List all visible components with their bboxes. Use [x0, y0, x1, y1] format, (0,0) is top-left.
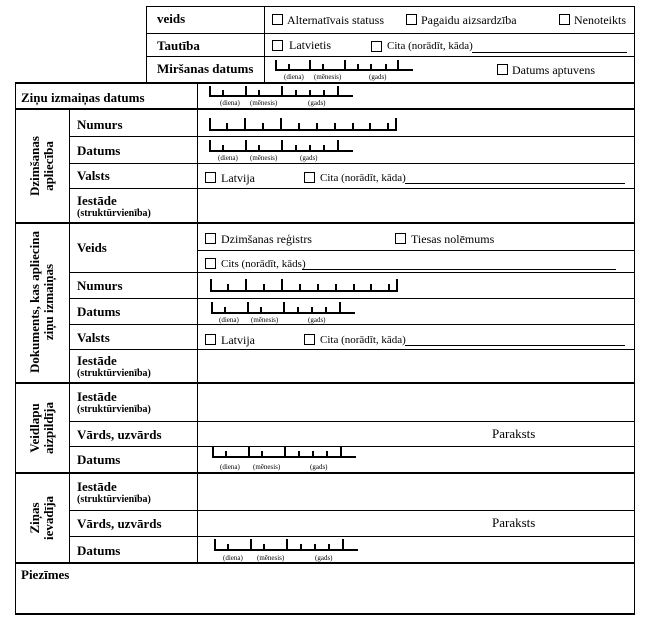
main-top-border: [15, 82, 635, 84]
option-dzimsanas-registrs: Dzimšanas reģistrs: [221, 232, 312, 246]
dz-numurs-label: Numurs: [77, 117, 123, 132]
comb-tick: [258, 145, 260, 152]
comb-tick: [353, 284, 355, 292]
checkbox-dok-latvija[interactable]: [205, 334, 216, 345]
main-left-border: [15, 83, 16, 615]
comb-tick: [311, 307, 313, 314]
comb-tick: [284, 446, 286, 458]
checkbox-dz-latvija[interactable]: [205, 172, 216, 183]
comb-tick: [212, 446, 214, 458]
comb-tick: [309, 60, 311, 71]
checkbox-pagaidu[interactable]: [406, 14, 417, 25]
dok-datums-label: Datums: [77, 304, 121, 319]
comb-tick: [297, 307, 299, 314]
comb-tick: [225, 451, 227, 458]
comb-tick: [288, 64, 290, 71]
piezimes-label: Piezīmes: [21, 567, 70, 582]
dok-date-comb[interactable]: [211, 302, 355, 314]
option-dz-latvija: Latvija: [221, 171, 255, 185]
option-tiesas-nolemums: Tiesas nolēmums: [411, 232, 495, 246]
comb-tick: [397, 60, 399, 71]
dok-numurs-comb[interactable]: [210, 279, 398, 292]
option-nenoteikts: Nenoteikts: [574, 13, 626, 27]
checkbox-dzimsanas-registrs[interactable]: [205, 233, 216, 244]
dz-numurs-comb[interactable]: [209, 118, 397, 131]
comb-tick: [286, 539, 288, 551]
comb-tick: [316, 123, 318, 131]
date-label-menesis: (mēnesis): [253, 463, 281, 471]
section-veidlapu-label-1: Veidlapu: [27, 403, 42, 453]
comb-tick: [352, 123, 354, 131]
comb-tick: [342, 539, 344, 551]
comb-tick: [281, 279, 283, 292]
comb-tick: [334, 123, 336, 131]
comb-tick: [209, 86, 211, 97]
date-label-diena: (diena): [219, 316, 239, 324]
comb-tick: [314, 544, 316, 551]
dz-iestade-label: Iestāde: [77, 193, 117, 208]
section-line-4: [15, 472, 635, 474]
option-dok-latvija: Latvija: [221, 333, 255, 347]
date-label-gads: (gads): [308, 99, 326, 107]
value-col-divider: [197, 83, 198, 563]
option-dok-cita: Cita (norādīt, kāda): [320, 334, 406, 346]
comb-tick: [337, 140, 339, 152]
row-line: [69, 163, 635, 164]
zi-paraksts-label: Paraksts: [492, 515, 536, 530]
comb-tick: [262, 123, 264, 131]
dok-valsts-label: Valsts: [77, 330, 110, 345]
bottom-border: [15, 613, 635, 615]
zi-vards-label: Vārds, uzvārds: [77, 516, 162, 531]
mirsanas-date-comb[interactable]: [275, 60, 413, 71]
dok-iestade-label: Iestāde: [77, 353, 117, 368]
comb-tick: [263, 544, 265, 551]
zinu-izmainas-label: Ziņu izmaiņas datums: [21, 90, 145, 105]
comb-tick: [295, 90, 297, 97]
comb-tick: [325, 307, 327, 314]
zi-struktur-label: (struktūrvienība): [77, 494, 151, 505]
veids-label: veids: [157, 11, 186, 26]
section-line-5: [15, 562, 635, 564]
comb-tick: [335, 284, 337, 292]
comb-tick: [370, 284, 372, 292]
zi-datums-label: Datums: [77, 543, 121, 558]
comb-tick: [222, 145, 224, 152]
date-label-menesis: (mēnesis): [251, 316, 279, 324]
comb-tick: [275, 60, 277, 71]
zinu-izmainas-date-comb[interactable]: [209, 86, 353, 97]
option-pagaidu: Pagaidu aizsardzība: [421, 13, 517, 27]
comb-tick: [250, 539, 252, 551]
comb-tick: [222, 90, 224, 97]
top-left-border: [146, 6, 147, 83]
comb-tick: [224, 307, 226, 314]
row-line: [69, 136, 635, 137]
top-row-line-1: [146, 33, 635, 34]
section-veidlapu-label-2: aizpildīja: [41, 401, 56, 455]
date-label-menesis: (mēnesis): [314, 73, 342, 81]
piezimes-area[interactable]: [17, 585, 632, 611]
row-line: [69, 324, 635, 325]
date-label-menesis: (mēnesis): [250, 99, 278, 107]
section-line-3: [15, 382, 635, 384]
dz-datums-label: Datums: [77, 143, 121, 158]
comb-tick: [226, 123, 228, 131]
checkbox-tautiba-cita[interactable]: [371, 41, 382, 52]
comb-tick: [300, 544, 302, 551]
comb-tick: [261, 451, 263, 458]
comb-tick: [339, 302, 341, 314]
dok-numurs-label: Numurs: [77, 278, 123, 293]
section-line-1: [15, 108, 635, 110]
top-border: [146, 6, 635, 7]
cits-field[interactable]: [302, 269, 616, 270]
row-line: [69, 272, 635, 273]
comb-tick: [244, 118, 246, 131]
option-dz-cita: Cita (norādīt, kāda): [320, 172, 406, 184]
comb-tick: [227, 544, 229, 551]
section-dokuments-label-2: ziņu izmaiņas: [41, 263, 56, 341]
row-line: [69, 188, 635, 189]
dz-valsts-label: Valsts: [77, 168, 110, 183]
row-line: [69, 298, 635, 299]
comb-tick: [210, 279, 212, 292]
option-cits: Cits (norādīt, kāds): [221, 258, 306, 270]
comb-tick: [328, 544, 330, 551]
datums-aptuvens-label: Datums aptuvens: [512, 63, 595, 77]
section-zinas-label-2: ievadīja: [41, 495, 56, 541]
checkbox-latvietis[interactable]: [272, 40, 283, 51]
comb-tick: [263, 284, 265, 292]
comb-tick: [323, 90, 325, 97]
section-line-2: [15, 222, 635, 224]
date-label-menesis: (mēnesis): [257, 554, 285, 562]
comb-tick: [309, 145, 311, 152]
comb-tick: [298, 451, 300, 458]
zi-date-comb[interactable]: [214, 539, 358, 551]
dz-cita-field[interactable]: [405, 183, 625, 184]
row-line: [69, 536, 635, 537]
checkbox-dok-cita[interactable]: [304, 334, 315, 345]
option-latvietis: Latvietis: [289, 38, 331, 52]
comb-tick: [245, 279, 247, 292]
comb-tick: [369, 123, 371, 131]
comb-tick: [283, 302, 285, 314]
veids-inner-divider: [197, 250, 635, 251]
comb-tick: [260, 307, 262, 314]
comb-tick: [323, 145, 325, 152]
date-label-gads: (gads): [369, 73, 387, 81]
comb-tick: [370, 64, 372, 71]
tautiba-cita-field[interactable]: [472, 52, 627, 53]
section-zinas-label-1: Ziņas: [27, 502, 42, 534]
comb-tick: [326, 451, 328, 458]
top-right-border: [634, 6, 635, 615]
comb-tick: [322, 64, 324, 71]
comb-tick: [295, 145, 297, 152]
comb-tick: [385, 64, 387, 71]
vd-date-comb[interactable]: [212, 446, 356, 458]
dz-date-comb[interactable]: [209, 140, 353, 152]
comb-tick: [299, 284, 301, 292]
date-label-gads: (gads): [308, 316, 326, 324]
date-label-diena: (diena): [218, 154, 238, 162]
comb-tick: [280, 118, 282, 131]
date-label-gads: (gads): [300, 154, 318, 162]
section-dzimsanas: [28, 126, 56, 206]
vd-paraksts-label: Paraksts: [492, 426, 536, 441]
date-label-menesis: (mēnesis): [250, 154, 278, 162]
section-zinas: [28, 496, 56, 540]
comb-tick: [209, 140, 211, 152]
vd-datums-label: Datums: [77, 452, 121, 467]
comb-tick: [245, 140, 247, 152]
comb-tick: [388, 284, 390, 292]
vd-vards-label: Vārds, uzvārds: [77, 427, 162, 442]
comb-tick: [344, 60, 346, 71]
vd-iestade-label: Iestāde: [77, 389, 117, 404]
dok-struktur-label: (struktūrvienība): [77, 368, 151, 379]
comb-tick: [281, 86, 283, 97]
section-dokuments-label-1: Dokuments, kas apliecina: [27, 231, 42, 373]
date-label-gads: (gads): [315, 554, 333, 562]
date-label-diena: (diena): [220, 99, 240, 107]
section-dzimsanas-label: Dzimšanas apliecība: [27, 136, 56, 196]
section-veidlapu: [28, 402, 56, 454]
zi-iestade-label: Iestāde: [77, 479, 117, 494]
row-line: [69, 349, 635, 350]
comb-tick: [209, 118, 211, 131]
checkbox-nenoteikts[interactable]: [559, 14, 570, 25]
comb-tick: [309, 90, 311, 97]
comb-tick: [396, 279, 398, 292]
comb-tick: [281, 140, 283, 152]
dz-struktur-label: (struktūrvienība): [77, 208, 151, 219]
comb-tick: [317, 284, 319, 292]
row-line: [69, 510, 635, 511]
comb-tick: [395, 118, 397, 131]
checkbox-cits[interactable]: [205, 258, 216, 269]
comb-tick: [211, 302, 213, 314]
section-dokuments: [28, 231, 56, 373]
comb-tick: [312, 451, 314, 458]
date-label-gads: (gads): [310, 463, 328, 471]
comb-tick: [337, 86, 339, 97]
checkbox-dz-cita[interactable]: [304, 172, 315, 183]
comb-tick: [387, 123, 389, 131]
comb-tick: [357, 64, 359, 71]
dok-veids-label: Veids: [77, 240, 107, 255]
top-row-line-2: [146, 56, 635, 57]
comb-tick: [227, 284, 229, 292]
comb-tick: [248, 446, 250, 458]
checkbox-datums-aptuvens[interactable]: [497, 64, 508, 75]
dok-cita-field[interactable]: [405, 345, 625, 346]
comb-tick: [214, 539, 216, 551]
comb-tick: [298, 123, 300, 131]
tautiba-label: Tautība: [157, 38, 200, 53]
top-col-divider: [264, 6, 265, 83]
comb-tick: [258, 90, 260, 97]
date-label-diena: (diena): [220, 463, 240, 471]
date-label-diena: (diena): [223, 554, 243, 562]
comb-tick: [340, 446, 342, 458]
date-label-diena: (diena): [284, 73, 304, 81]
option-tautiba-cita: Cita (norādīt, kāda): [387, 40, 473, 52]
checkbox-alternativais[interactable]: [272, 14, 283, 25]
option-alternativais: Alternatīvais statuss: [287, 13, 384, 27]
comb-tick: [247, 302, 249, 314]
vd-struktur-label: (struktūrvienība): [77, 404, 151, 415]
checkbox-tiesas-nolemums[interactable]: [395, 233, 406, 244]
mirsanas-datums-label: Miršanas datums: [157, 61, 254, 76]
row-line: [69, 421, 635, 422]
label-col-divider: [69, 109, 70, 563]
comb-tick: [245, 86, 247, 97]
